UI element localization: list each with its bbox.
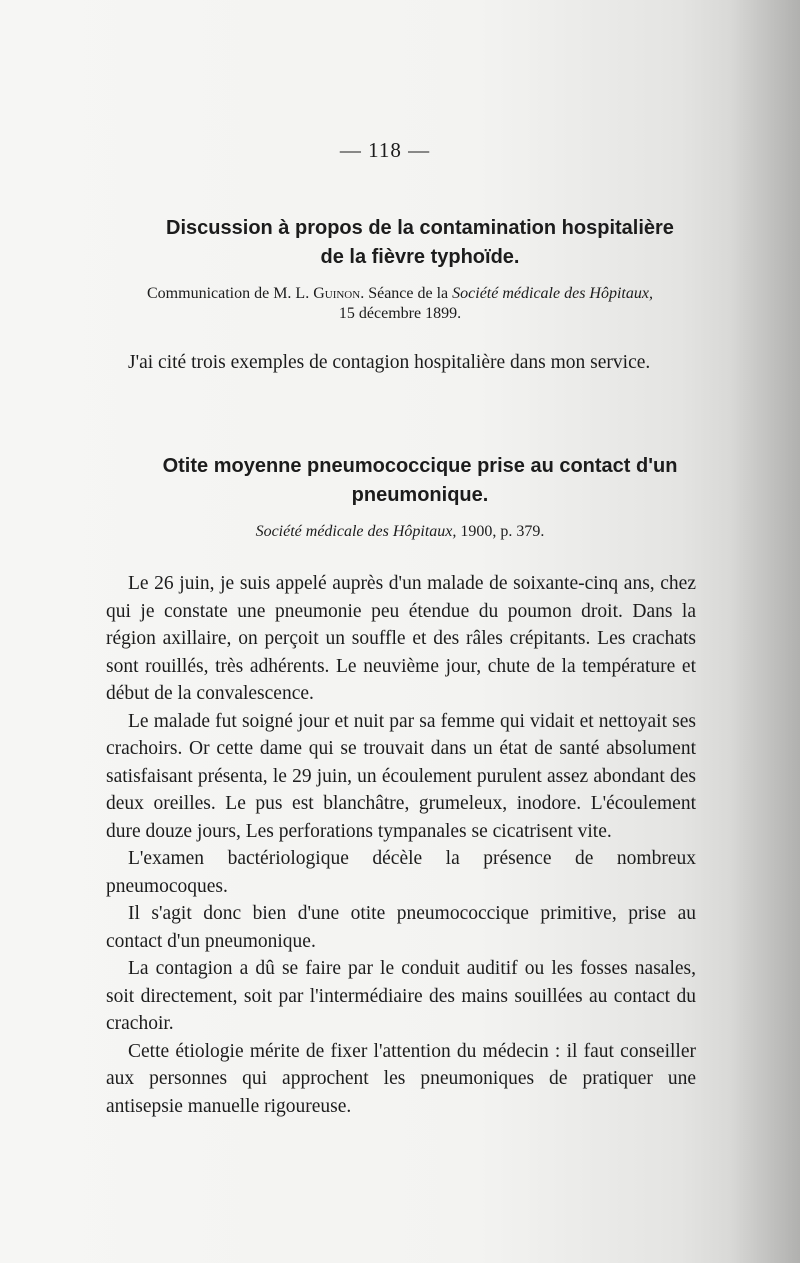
ref-journal: Société médicale des Hôpitaux, [452,285,653,302]
section1-title-line1: Discussion à propos de la contamination hospitalière [166,217,674,239]
section2-ref-rest: 1900, p. 379. [456,523,545,540]
section2-title-line2: pneumonique. [351,484,489,506]
section2-ref-journal: Société médicale des Hôpitaux, [255,523,457,540]
section2-title [100,452,740,510]
ref-date: 15 décembre 1899. [338,305,462,322]
section1-body [106,349,696,377]
section2-paragraph-6: Cette étiologie mérite de fixer l'attention du médecin : il faut conseiller aux personnes qui approchent les pneumoniques de pratiquer une antisepsie manuelle rigoureuse. [106,1040,696,1117]
section2-reference [100,522,700,542]
section1-reference-line1 [100,284,700,304]
section2-paragraph-4: Il s'agit donc bien d'une otite pneumococcique primitive, prise au contact d'un pneumonique. [106,903,696,952]
ref-author: Guinon [313,285,361,302]
page-number: — 118 — [339,138,431,162]
section2-paragraph-1: Le 26 juin, je suis appelé auprès d'un malade de soixante-cinq ans, chez qui je constate une pneumonie peu étendue du poumon droit. Dans la région axillaire, on perçoit un souffle et des râles crépitants. Les crachats sont rouillés, très adhérents. Le neuvième jour, chute de la température et début de la convalescence. [106,573,696,704]
section1-title-line2: de la fièvre typhoïde. [320,246,520,268]
section2-paragraph-2: Le malade fut soigné jour et nuit par sa femme qui vidait et nettoyait ses crachoirs. Or cette dame qui se trouvait dans un état de santé absolument satisfaisant présenta, le 29 juin, un écoulement purulent assez abondant des deux oreilles. Le pus est blanchâtre, grumeleux, inodore. L'écoulement dure douze jours, Les perforations tympanales se cicatrisent vite. [106,710,696,842]
section2-title-line1: Otite moyenne pneumococcique prise au contact d'un [162,455,678,477]
section1-reference [100,284,700,324]
section1-paragraph: J'ai cité trois exemples de contagion hospitalière dans mon service. [128,352,651,373]
page-edge-shadow [730,0,800,1263]
section2-body [106,570,696,1120]
section2-paragraph-5: La contagion a dû se faire par le conduit auditif ou les fosses nasales, soit directement, soit par l'intermédiaire des mains souillées au contact du crachoir. [106,958,696,1034]
section1-title [100,214,740,272]
section2-paragraph-3: L'examen bactériologique décèle la présence de nombreux pneumocoques. [106,848,696,897]
ref-prefix: Communication de M. L. [147,285,314,302]
ref-mid: . Séance de la [360,285,453,302]
